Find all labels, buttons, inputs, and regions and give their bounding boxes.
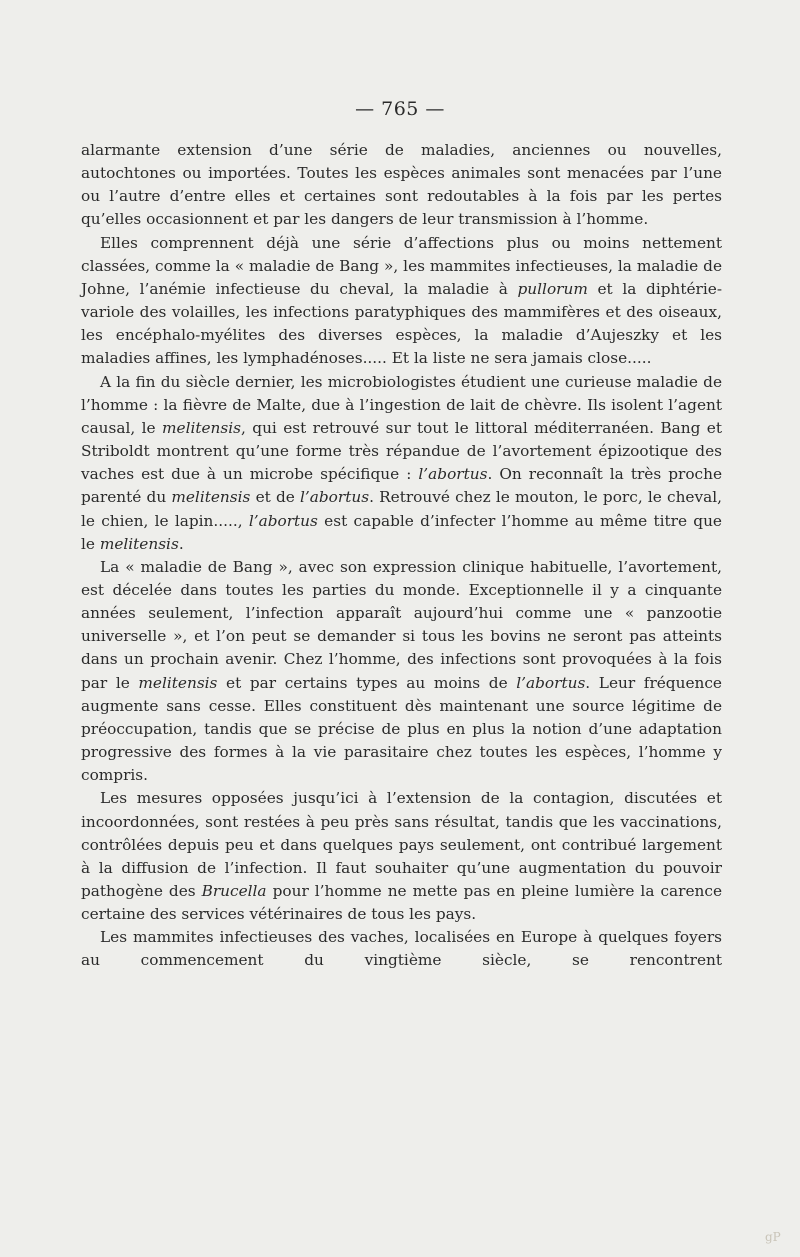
- body-text: [81, 139, 722, 973]
- italic-term: melitensis: [99, 534, 179, 553]
- paragraph-2: [81, 232, 722, 371]
- text-run: Elles comprennent déjà une série d’affections plus ou moins nettement classées, comme la « maladie de Bang », les mammites infectieuses, la maladie de Johne, l’anémie infectieuse du cheval, la maladie à: [81, 233, 722, 298]
- text-run: et la diphtérie-variole des volailles, les infections paratyphiques des mammifères et des oiseaux, les encéphalo-myélites des diverses espèces, la maladie d’Aujeszky et les maladies affines, les lymphadénoses..... Et la liste ne sera jamais close.....: [81, 279, 722, 368]
- text-run: . Leur fréquence augmente sans cesse. Elles constituent dès maintenant une source légitime de préoccupation, tandis que se précise de plus en plus la notion d’une adaptation progressive des formes à la vie parasitaire chez toutes les espèces, l’homme y compris.: [81, 673, 722, 785]
- text-run: et par certains types au moins de: [217, 673, 517, 692]
- text-run: .: [178, 534, 184, 553]
- text-run: , qui est retrouvé sur tout le littoral méditerranéen. Bang et Striboldt montrent qu’une forme très répandue de l’avortement épizootique des vaches est due à un microbe spécifique :: [81, 418, 722, 484]
- text-run: La « maladie de Bang », avec son expression clinique habituelle, l’avortement, est décelée dans toutes les parties du monde. Exceptionnelle il y a cinquante années seulement, l’infection apparaît aujourd’hui comme une « panzootie universelle », et l’on peut se demander si tous les bovins ne seront pas atteints dans un prochain avenir. Chez l’homme, des infections sont provoquées à la fois par le: [81, 557, 722, 692]
- text-run: Les mesures opposées jusqu’ici à l’extension de la contagion, discutées et incoordonnées, sont restées à peu près sans résultat, tandis que les vaccinations, contrôlées depuis peu et dans quelques pays seulement, ont contribué largement à la diffusion de l’infection. Il faut souhaiter qu’une augmentation du pouvoir pathogène des: [81, 789, 722, 900]
- paragraph-5: [81, 787, 722, 926]
- italic-term: melitensis: [171, 488, 251, 507]
- text-run: et de: [250, 488, 301, 507]
- italic-term: l’abortus: [516, 673, 586, 692]
- italic-term: l’abortus: [418, 465, 488, 484]
- text-run: est capable d’infecter l’homme au même titre que le: [81, 511, 722, 553]
- italic-term: melitensis: [138, 673, 218, 692]
- italic-term: Brucella: [201, 882, 267, 900]
- text-run: alarmante extension d’une série de maladies, anciennes ou nouvelles, autochtones ou importées. Toutes les espèces animales sont menacées par l’une ou l’autre d’entre elles et certaines sont redoutables à la fois par les pertes qu’elles occasionnent et par les dangers de leur transmission à l’homme.: [81, 141, 722, 229]
- paragraph-6: [81, 926, 722, 972]
- text-run: . On reconnaît la très proche parenté du: [81, 465, 723, 507]
- text-run: A la fin du siècle dernier, les microbiologistes étudient une curieuse maladie de l’homme : la fièvre de Malte, due à l’ingestion de lait de chèvre. Ils isolent l’agent causal, le: [81, 372, 722, 437]
- page-number: — 765 —: [355, 98, 445, 120]
- corner-mark: gP: [765, 1230, 781, 1244]
- paragraph-1: [81, 139, 722, 232]
- text-run: Les mammites infectieuses des vaches, localisées en Europe à quelques foyers au commencement du vingtième siècle, se rencontrent: [81, 928, 722, 970]
- italic-term: l’abortus: [300, 488, 370, 507]
- italic-term: melitensis: [162, 418, 242, 437]
- italic-term: pullorum: [517, 279, 588, 298]
- italic-term: l’abortus: [248, 511, 318, 530]
- text-run: pour l’homme ne mette pas en pleine lumière la carence certaine des services vétérinaires de tous les pays.: [81, 882, 722, 924]
- paragraph-3: [81, 371, 722, 556]
- text-run: . Retrouvé chez le mouton, le porc, le cheval, le chien, le lapin.....,: [81, 488, 722, 530]
- paragraph-4: [81, 556, 722, 788]
